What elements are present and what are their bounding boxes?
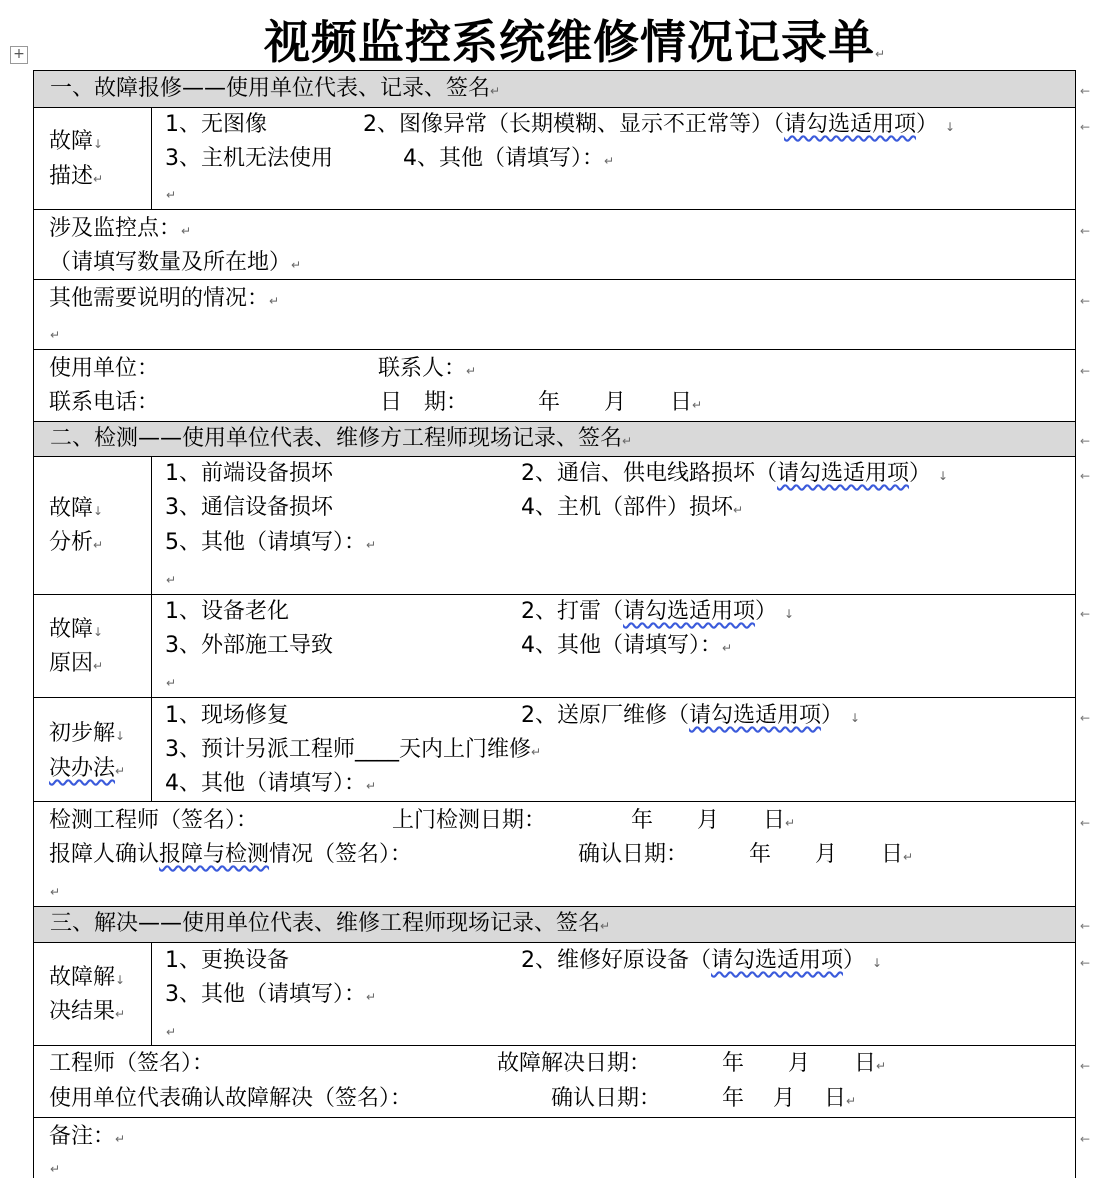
result-option: 3、其他（请填写）：↵	[165, 982, 377, 1007]
rule	[33, 801, 1075, 802]
rule	[33, 421, 1075, 422]
section2-header: 二、检测——使用单位代表、维修方工程师现场记录、签名↵	[50, 426, 633, 451]
cause-option: 1、设备老化	[165, 599, 289, 624]
section3-header: 三、解决——使用单位代表、维修工程师现场记录、签名↵	[50, 911, 611, 936]
solution-option: 3、预计另派工程师____天内上门维修↵	[165, 737, 542, 762]
engineer-sign-label: 工程师（签名）：	[49, 1051, 215, 1076]
row-end-mark: ←	[1080, 919, 1091, 933]
table-right-border	[1075, 70, 1076, 1178]
paragraph-mark: ↵	[166, 573, 177, 587]
row-end-mark: ←	[1080, 711, 1091, 725]
paragraph-mark: ↵	[166, 1025, 177, 1039]
cause-option: 2、打雷（请勾选适用项） ↓	[521, 599, 795, 624]
confirm-date-ymd: 年 月 日↵	[722, 1086, 857, 1111]
paragraph-mark: ↵	[50, 328, 61, 342]
contact-label: 联系人：↵	[378, 356, 477, 381]
rule	[33, 70, 1075, 71]
rule	[33, 1117, 1075, 1118]
row-end-mark: ←	[1080, 364, 1091, 378]
solution-label: 初步解↓	[49, 721, 126, 746]
section1-header: 一、故障报修——使用单位代表、记录、签名↵	[50, 76, 501, 101]
unit-label: 使用单位：	[49, 356, 160, 381]
result-option: 1、更换设备	[165, 948, 289, 973]
fault-desc-option: 1、无图像	[165, 112, 267, 137]
rule	[33, 942, 1075, 943]
result-option: 2、维修好原设备（请勾选适用项） ↓	[521, 948, 883, 973]
solution-option: 4、其他（请填写）：↵	[165, 771, 377, 796]
cell-divider	[151, 942, 152, 1045]
reporter-confirm-label: 报障人确认报障与检测情况（签名）：	[49, 842, 413, 867]
rule	[33, 209, 1075, 210]
cause-label: 原因↵	[49, 651, 104, 676]
row-end-mark: ←	[1080, 1059, 1091, 1073]
paragraph-mark: ↵	[166, 188, 177, 202]
rule	[33, 107, 1075, 108]
row-end-mark: ←	[1080, 294, 1091, 308]
rule	[33, 349, 1075, 350]
row-end-mark: ←	[1080, 607, 1091, 621]
date-ymd: 年 月 日↵	[538, 390, 703, 415]
table-left-border	[33, 70, 34, 1178]
row-end-mark: ←	[1080, 1132, 1091, 1146]
solution-label: 决办法↵	[49, 756, 126, 781]
rule	[33, 906, 1075, 907]
onsite-date-ymd: 年 月 日↵	[631, 808, 796, 833]
fault-desc-label: 故障↓	[49, 129, 104, 154]
analysis-option: 4、主机（部件）损坏↵	[521, 495, 744, 520]
fault-desc-option: 2、图像异常（长期模糊、显示不正常等）（请勾选适用项） ↓	[363, 112, 956, 137]
cause-option: 4、其他（请填写）：↵	[521, 633, 733, 658]
resolve-date-label: 故障解决日期：	[497, 1051, 652, 1076]
row-end-mark: ←	[1080, 120, 1091, 134]
fault-desc-option: 3、主机无法使用	[165, 146, 333, 171]
analysis-label: 分析↵	[49, 530, 104, 555]
paragraph-mark: ↵	[166, 676, 177, 690]
fault-desc-label: 描述↵	[49, 164, 104, 189]
page-title: 视频监控系统维修情况记录单↵	[264, 15, 887, 69]
confirm-date-label: 确认日期：	[578, 842, 689, 867]
cause-label: 故障↓	[49, 617, 104, 642]
confirm-date-ymd: 年 月 日↵	[749, 842, 914, 867]
rule	[33, 1045, 1075, 1046]
table-move-handle[interactable]: +	[10, 46, 28, 64]
cell-divider	[151, 107, 152, 209]
result-label: 故障解↓	[49, 965, 126, 990]
row-end-mark: ←	[1080, 224, 1091, 238]
rule	[33, 594, 1075, 595]
solution-option: 1、现场修复	[165, 703, 289, 728]
analysis-option: 1、前端设备损坏	[165, 461, 333, 486]
monitor-points-hint: （请填写数量及所在地）↵	[49, 250, 302, 275]
engineer-sign-label: 检测工程师（签名）：	[49, 808, 259, 833]
monitor-points-label: 涉及监控点：↵	[49, 216, 192, 241]
analysis-option: 5、其他（请填写）：↵	[165, 530, 377, 555]
row-end-mark: ←	[1080, 84, 1091, 98]
phone-label: 联系电话：	[49, 390, 160, 415]
remarks-label: 备注：↵	[49, 1124, 126, 1149]
analysis-label: 故障↓	[49, 496, 104, 521]
analysis-option: 2、通信、供电线路损坏（请勾选适用项） ↓	[521, 461, 949, 486]
cell-divider	[151, 456, 152, 801]
row-end-mark: ←	[1080, 434, 1091, 448]
unit-confirm-label: 使用单位代表确认故障解决（签名）：	[49, 1086, 413, 1111]
other-info-label: 其他需要说明的情况：↵	[49, 286, 280, 311]
analysis-option: 3、通信设备损坏	[165, 495, 333, 520]
rule	[33, 279, 1075, 280]
row-end-mark: ←	[1080, 816, 1091, 830]
result-label: 决结果↵	[49, 999, 126, 1024]
row-end-mark: ←	[1080, 956, 1091, 970]
paragraph-mark: ↵	[50, 885, 61, 899]
paragraph-mark: ↵	[50, 1162, 61, 1176]
solution-option: 2、送原厂维修（请勾选适用项） ↓	[521, 703, 861, 728]
row-end-mark: ←	[1080, 469, 1091, 483]
rule	[33, 697, 1075, 698]
fault-desc-option: 4、其他（请填写）：↵	[403, 146, 615, 171]
date-label: 日 期：	[380, 390, 469, 415]
resolve-date-ymd: 年 月 日↵	[722, 1051, 887, 1076]
onsite-date-label: 上门检测日期：	[392, 808, 547, 833]
cause-option: 3、外部施工导致	[165, 633, 333, 658]
rule	[33, 456, 1075, 457]
confirm-date-label: 确认日期：	[551, 1086, 662, 1111]
